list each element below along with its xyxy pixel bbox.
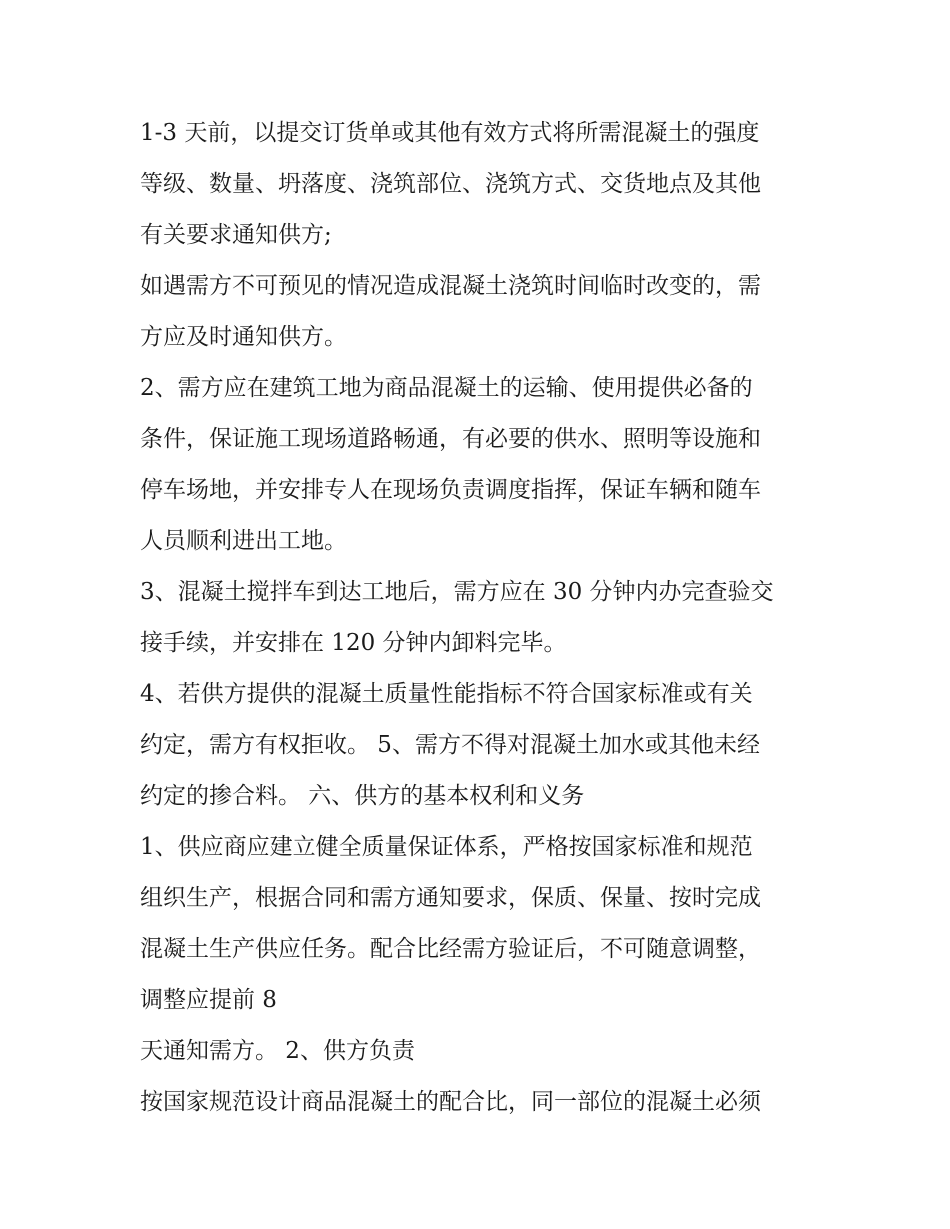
text-line: 接手续，并安排在 120 分钟内卸料完毕。: [140, 630, 567, 656]
text-line: 1、供应商应建立健全质量保证体系，严格按国家标准和规范: [140, 834, 753, 860]
text-line: 停车场地，并安排专人在现场负责调度指挥，保证车辆和随车: [140, 477, 761, 503]
text-line: 人员顺利进出工地。: [140, 528, 347, 554]
text-line: 方应及时通知供方。: [140, 324, 347, 350]
text-line: 2、需方应在建筑工地为商品混凝土的运输、使用提供必备的: [140, 375, 753, 401]
text-line: 如遇需方不可预见的情况造成混凝土浇筑时间临时改变的，需: [140, 273, 761, 299]
text-line: 约定的掺合料。 六、供方的基本权利和义务: [140, 783, 585, 809]
body-text: [140, 108, 820, 1128]
text-line: 3、混凝土搅拌车到达工地后，需方应在 30 分钟内办完查验交: [140, 579, 774, 605]
text-line: 等级、数量、坍落度、浇筑部位、浇筑方式、交货地点及其他: [140, 171, 761, 197]
text-line: 约定，需方有权拒收。 5、需方不得对混凝土加水或其他未经: [140, 732, 760, 758]
text-line: 1-3 天前，以提交订货单或其他有效方式将所需混凝土的强度: [140, 120, 760, 146]
text-line: 调整应提前 8: [140, 987, 277, 1013]
text-line: 条件，保证施工现场道路畅通，有必要的供水、照明等设施和: [140, 426, 761, 452]
text-line: 按国家规范设计商品混凝土的配合比，同一部位的混凝土必须: [140, 1089, 761, 1115]
text-line: 混凝土生产供应任务。配合比经需方验证后，不可随意调整，: [140, 936, 761, 962]
text-line: 4、若供方提供的混凝土质量性能指标不符合国家标准或有关: [140, 681, 753, 707]
text-line: 有关要求通知供方;: [140, 222, 332, 248]
text-line: 组织生产，根据合同和需方通知要求，保质、保量、按时完成: [140, 885, 761, 911]
text-line: 天通知需方。 2、供方负责: [140, 1038, 415, 1064]
